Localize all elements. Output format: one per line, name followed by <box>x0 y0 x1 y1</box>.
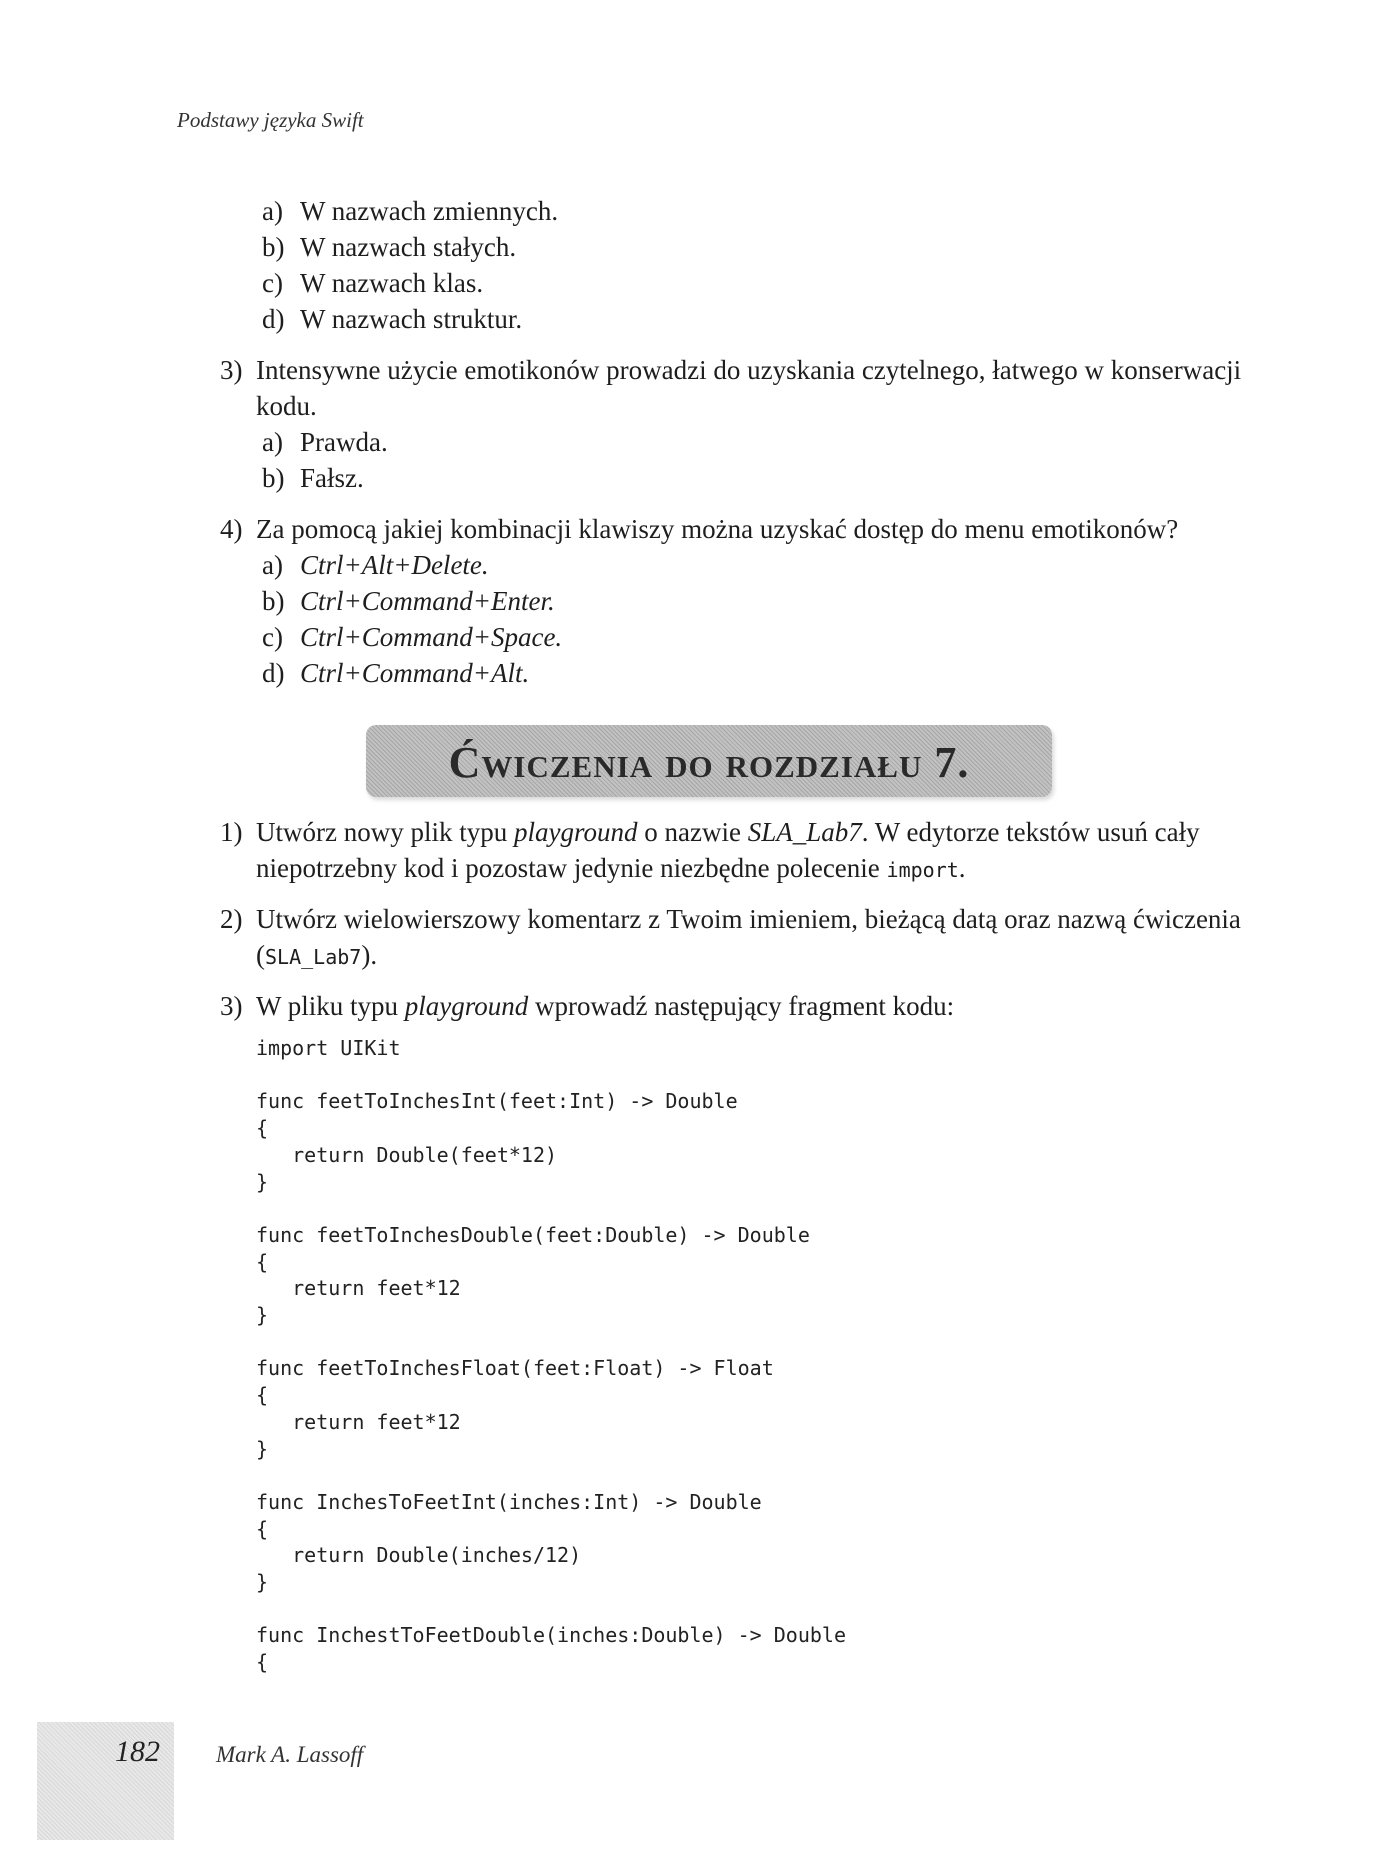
option-mark: a) <box>262 427 283 457</box>
exercise-2-line1 <box>220 902 1241 936</box>
option-mark: a) <box>262 196 283 226</box>
option-mark: c) <box>262 622 283 652</box>
exercise-number: 3) <box>220 991 243 1021</box>
option-text: Ctrl+Alt+Delete. <box>300 550 489 580</box>
exercise-text: o nazwie <box>637 817 748 847</box>
running-head: Podstawy języka Swift <box>177 108 364 132</box>
option-mark: d) <box>262 304 285 334</box>
option-mark: d) <box>262 658 285 688</box>
option-text: Prawda. <box>300 427 388 457</box>
exercise-1-line1 <box>220 815 1200 849</box>
option-text: W nazwach struktur. <box>300 304 523 334</box>
section-title: Ćwiczenia do rozdziału 7. <box>448 738 970 787</box>
exercise-text: W pliku typu <box>256 991 405 1021</box>
exercise-text: ). <box>361 940 378 970</box>
option-text: W nazwach zmiennych. <box>300 196 559 226</box>
exercise-text: ( <box>256 940 265 970</box>
option-mark: b) <box>262 232 285 262</box>
option-text: Fałsz. <box>300 463 364 493</box>
option-text: Ctrl+Command+Enter. <box>300 586 555 616</box>
code-listing: import UIKit func feetToInchesInt(feet:Int) -> Double { return Double(feet*12) } func feetToInchesDouble(feet:Double) -> Double { return feet*12 } func feetToInchesFloat(feet:Float) -> Float { return feet*12 } func InchesToFeetInt(inches:Int) -> Double { return Double(inches/12) } func InchestToFeetDouble(inches:Double) -> Double { <box>256 1036 847 1675</box>
inline-code: import <box>886 858 959 882</box>
q3-text-line2: kodu. <box>256 391 317 421</box>
question-text: Intensywne użycie emotikonów prowadzi do uzyskania czytelnego, łatwego w konserwacji <box>256 355 1242 385</box>
option-mark: b) <box>262 586 285 616</box>
q4-option-a <box>262 548 489 582</box>
q3-option-b <box>262 461 364 495</box>
option-mark: b) <box>262 463 285 493</box>
q2-option-c <box>262 266 483 300</box>
section-banner <box>366 725 1052 797</box>
q4-option-c <box>262 620 562 654</box>
exercise-text: Utwórz nowy plik typu <box>256 817 514 847</box>
exercise-text: Utwórz wielowierszowy komentarz z Twoim imieniem, bieżącą datą oraz nazwą ćwiczenia <box>256 904 1241 934</box>
exercise-emphasis: playground <box>404 991 529 1021</box>
option-text: W nazwach stałych. <box>300 232 517 262</box>
q3-option-a <box>262 425 388 459</box>
exercise-text: wprowadź następujący fragment kodu: <box>528 991 955 1021</box>
question-number: 4) <box>220 514 243 544</box>
q3-text-line1 <box>220 353 1241 387</box>
option-mark: a) <box>262 550 283 580</box>
q4-option-d <box>262 656 529 690</box>
author-name: Mark A. Lassoff <box>216 1742 364 1767</box>
exercise-number: 1) <box>220 817 243 847</box>
option-text: Ctrl+Command+Alt. <box>300 658 530 688</box>
q4-option-b <box>262 584 555 618</box>
exercise-text: niepotrzebny kod i pozostaw jedynie niezbędne polecenie <box>256 853 887 883</box>
exercise-number: 2) <box>220 904 243 934</box>
exercise-1-line2 <box>256 851 966 887</box>
q2-option-d <box>262 302 522 336</box>
q2-option-b <box>262 230 516 264</box>
page-number: 182 <box>115 1735 160 1768</box>
exercise-text: . <box>958 853 966 883</box>
inline-code: SLA_Lab7 <box>265 945 362 969</box>
option-text: W nazwach klas. <box>300 268 484 298</box>
q4-text <box>220 512 1178 546</box>
exercise-emphasis: playground <box>513 817 638 847</box>
option-mark: c) <box>262 268 283 298</box>
exercise-text: . W edytorze tekstów usuń cały <box>861 817 1200 847</box>
question-number: 3) <box>220 355 243 385</box>
question-text: Za pomocą jakiej kombinacji klawiszy można uzyskać dostęp do menu emotikonów? <box>256 514 1179 544</box>
exercise-3-line1 <box>220 989 954 1023</box>
exercise-emphasis: SLA_Lab7 <box>747 817 862 847</box>
q2-option-a <box>262 194 558 228</box>
exercise-2-line2 <box>256 938 377 974</box>
option-text: Ctrl+Command+Space. <box>300 622 563 652</box>
